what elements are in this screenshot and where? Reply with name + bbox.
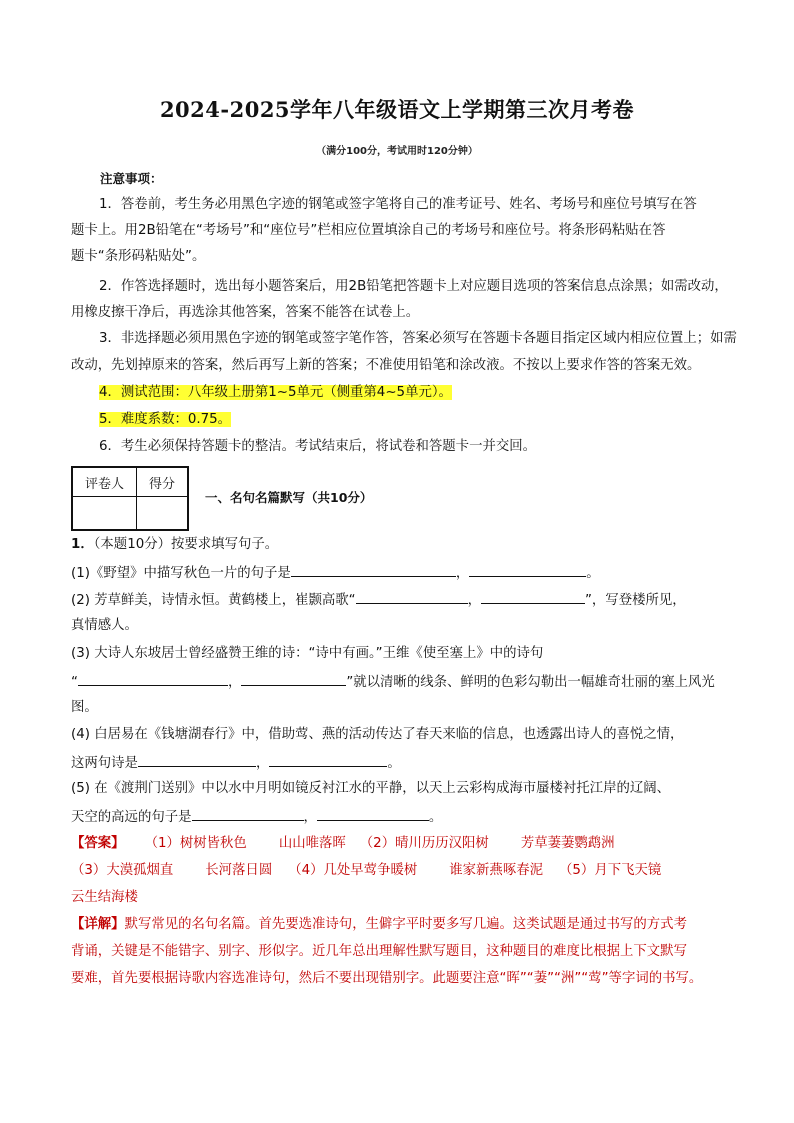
question-3-line-2 (71, 672, 731, 690)
question-5-text: 天空的高远的句子是 (71, 810, 192, 825)
notice-item-1-line-1: 1．答卷前，考生务必用黑色字迹的钢笔或签字笔将自己的准考证号、姓名、考场号和座位号填写在答 (99, 197, 697, 212)
answer-1-number: （1） (144, 836, 180, 851)
notice-item-2-line-2: 用橡皮擦干净后，再选涂其他答案，答案不能答在试卷上。 (71, 305, 420, 320)
notice-item-5-highlight: 5．难度系数：0.75。 (99, 412, 232, 427)
question-5-line-2 (71, 807, 731, 825)
answer-blank (469, 563, 586, 577)
page-subtitle: （满分100分，考试用时120分钟） (316, 146, 478, 157)
detail-label: 【详解】 (71, 917, 125, 932)
question-4-text: 这两句诗是 (71, 756, 138, 771)
score-table-reviewer-cell (72, 497, 137, 531)
question-4-line-1: (4) 白居易在《钱塘湖春行》中，借助莺、燕的活动传达了春天来临的信息，也透露出诗人的喜悦之情， (71, 727, 684, 742)
answer-4-part-1: 几处早莺争暖树 (323, 863, 418, 878)
answer-4-number: （4） (288, 863, 324, 878)
answer-1-part-2: 山山唯落晖 (278, 836, 346, 851)
notice-item-4-highlight: 4．测试范围：八年级上册第1~5单元（侧重第4~5单元）。 (99, 385, 452, 400)
question-2-line-1 (71, 590, 731, 608)
answer-3-part-1: 大漠孤烟直 (106, 863, 174, 878)
detail-text-1: 默写常见的名句名篇。首先要选准诗句，生僻字平时要多写几遍。这类试题是通过书写的方式考 (124, 917, 687, 932)
page-title: 2024-2025学年八年级语文上学期第三次月考卷 (159, 97, 635, 122)
answer-blank (481, 590, 585, 604)
answer-2-part-2: 芳草萋萋鹦鹉洲 (520, 836, 615, 851)
question-2-text: (2) 芳草鲜美，诗情永恒。黄鹤楼上，崔颢高歌“ (71, 593, 356, 608)
answer-line-2 (71, 862, 731, 880)
answer-1-part-1: 树树皆秋色 (179, 836, 247, 851)
question-5-end: 。 (428, 810, 443, 825)
answer-2-part-1: 晴川历历汉阳树 (395, 836, 489, 851)
question-4-end: 。 (387, 756, 401, 771)
question-5-separator: ， (303, 810, 317, 825)
question-3-line-3: 图。 (71, 700, 98, 715)
question-2-line-2: 真情感人。 (71, 618, 138, 633)
question-stem (71, 536, 731, 554)
answer-line-3: 云生结海楼 (71, 890, 138, 905)
question-1-separator: ， (455, 566, 470, 581)
score-table-score-header: 得分 (137, 467, 189, 497)
detail-line-1 (71, 916, 731, 934)
score-table-score-cell (137, 497, 189, 531)
notice-item-3-line-2: 改动，先划掉原来的答案，然后再写上新的答案；不准使用铅笔和涂改液。不按以上要求作答的答案无效。 (71, 358, 701, 373)
answer-blank (356, 590, 468, 604)
question-instruction: 按要求填写句子。 (171, 537, 279, 552)
answer-5-part-1: 月下飞天镜 (594, 863, 662, 878)
question-3-quote-open: “ (71, 675, 78, 690)
detail-line-2: 背诵，关键是不能错字、别字、形似字。近几年总出理解性默写题目，这种题目的难度比根据上下文默写 (71, 944, 687, 959)
question-3-text: ”就以清晰的线条、鲜明的色彩勾勒出一幅雄奇壮丽的塞上风光 (346, 675, 715, 690)
question-number: 1． (71, 537, 94, 552)
question-5-line-1: (5) 在《渡荆门送别》中以水中月明如镜反衬江水的平静，以天上云彩构成海市蜃楼衬托江岸的辽阔、 (71, 781, 671, 796)
notice-item-1-line-2: 题卡上。用2B铅笔在“考场号”和“座位号”栏相应位置填涂自己的考场号和座位号。将条形码粘贴在答 (71, 223, 666, 238)
section-title: 一、名句名篇默写（共10分） (205, 490, 373, 505)
notice-item-1-line-3: 题卡“条形码粘贴处”。 (71, 249, 206, 264)
question-1 (71, 563, 731, 581)
answer-blank (269, 753, 387, 767)
answer-5-number: （5） (559, 863, 595, 878)
notice-heading: 注意事项： (100, 171, 163, 186)
detail-line-3: 要难，首先要根据诗歌内容选准诗句，然后不要出现错别字。此题要注意“晖”“萋”“洲”“莺”等字词的书写。 (71, 971, 703, 986)
question-1-text: (1)《野望》中描写秋色一片的句子是 (71, 566, 291, 581)
question-4-line-2 (71, 753, 731, 771)
notice-item-4 (99, 384, 452, 402)
question-1-end: 。 (586, 566, 600, 581)
answer-line-1 (71, 835, 731, 853)
question-3-separator: ， (227, 675, 242, 690)
question-4-separator: ， (255, 756, 270, 771)
score-table (71, 466, 189, 531)
answer-blank (317, 807, 429, 821)
answer-3-part-2: 长河落日圆 (205, 863, 273, 878)
answer-2-number: （2） (359, 836, 396, 851)
answer-blank (192, 807, 304, 821)
score-table-reviewer-header: 评卷人 (72, 467, 137, 497)
question-3-line-1: (3) 大诗人东坡居士曾经盛赞王维的诗：“诗中有画。”王维《使至塞上》中的诗句 (71, 646, 544, 661)
answer-blank (241, 672, 346, 686)
notice-item-2-line-1: 2．作答选择题时，选出每小题答案后，用2B铅笔把答题卡上对应题目选项的答案信息点涂黑；如需改动， (99, 279, 728, 294)
question-2-text-end: ”，写登楼所见， (584, 593, 686, 608)
notice-item-3-line-1: 3．非选择题必须用黑色字迹的钢笔或签字笔作答，答案必须写在答题卡各题目指定区域内相应位置上；如需 (99, 331, 737, 346)
answer-label: 【答案】 (71, 836, 125, 851)
question-2-separator: ， (467, 593, 481, 608)
answer-blank (78, 672, 228, 686)
answer-blank (138, 753, 256, 767)
notice-item-5 (99, 411, 231, 429)
answer-blank (291, 563, 456, 577)
notice-item-6: 6．考生必须保持答题卡的整洁。考试结束后，将试卷和答题卡一并交回。 (99, 439, 537, 454)
answer-3-number: （3） (71, 863, 107, 878)
question-score: （本题10分） (93, 537, 172, 552)
answer-4-part-2: 谁家新燕啄春泥 (449, 863, 543, 878)
